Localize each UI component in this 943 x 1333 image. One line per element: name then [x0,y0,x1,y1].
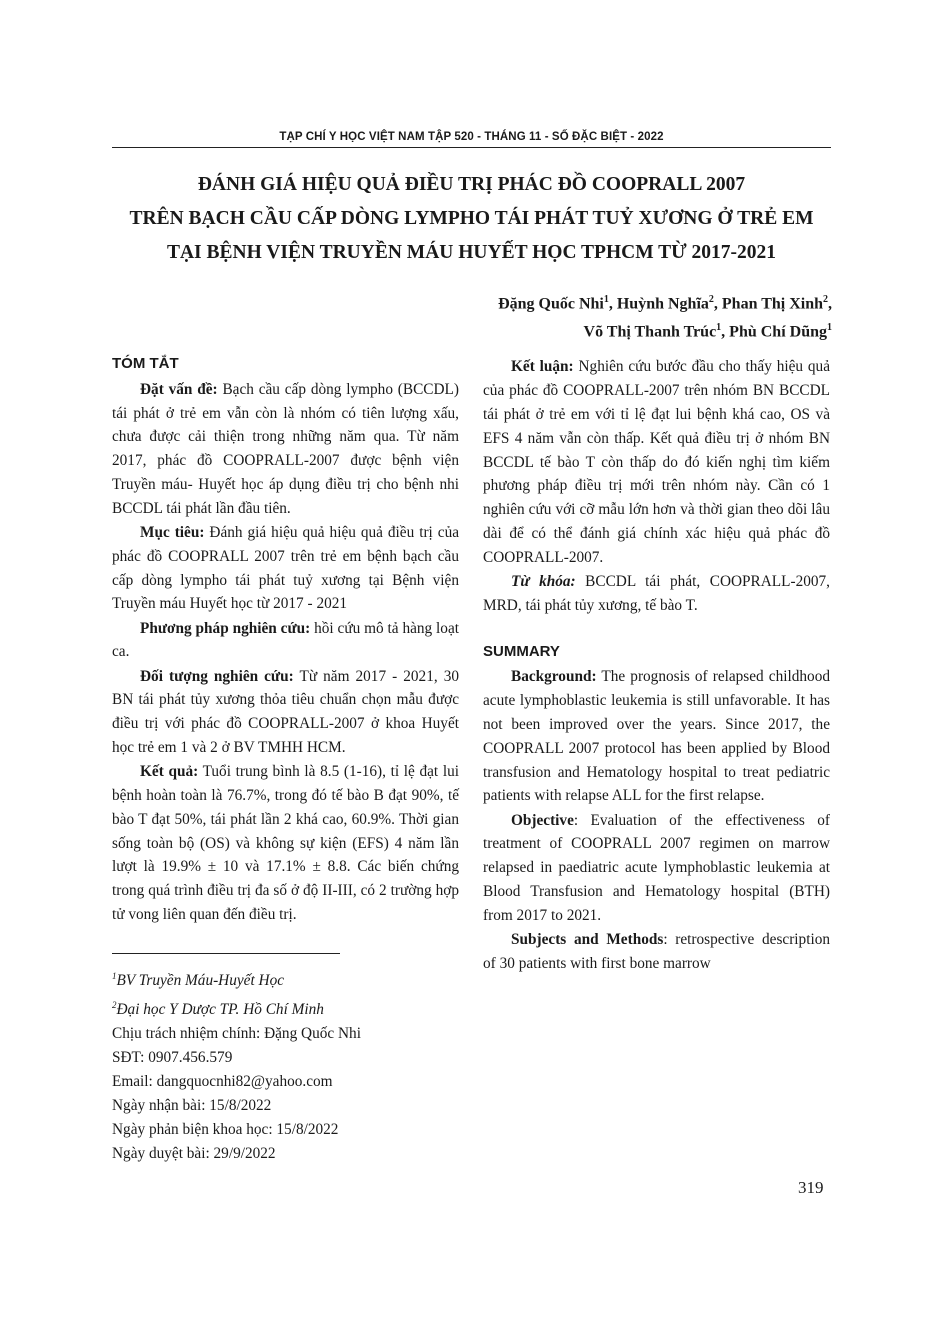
affiliation-mark: 1 [827,322,832,334]
abstract-paragraph [112,665,459,760]
paragraph-text: Bạch cầu cấp dòng lympho (BCCDL) tái phát ở trẻ em vẫn còn là nhóm có tiên lượng xấu, chưa được cải thiện trong những năm qua. Từ năm 2017, phác đồ COOPRALL-2007 được bệnh viện Truyền máu- Huyết học áp dụng điều trị cho bệnh nhi BCCDL tái phát lần đầu tiên. [112,380,459,517]
abstract-paragraph [483,355,830,569]
article-title [112,168,831,270]
affiliation-mark: 2 [823,294,828,305]
paragraph-text: BCCDL tái phát, COOPRALL-2007, MRD, tái phát tủy xương, tế bào T. [483,572,830,614]
author-list [498,288,832,345]
summary-paragraph [483,928,830,976]
paragraph-lead: Kết luận: [511,358,574,376]
title-line-3: TẠI BỆNH VIỆN TRUYỀN MÁU HUYẾT HỌC TPHCM TỪ 2017-2021 [166,242,777,263]
left-column [112,352,459,927]
author-line-1: Đặng Quốc Nhi$^1$, Huỳnh Nghĩa$^2$, Phan Thị Xinh$^2$, [498,294,832,313]
abstract-paragraph-results [112,760,459,927]
paragraph-text: Đánh giá hiệu quả hiệu quả điều trị của phác đồ COOPRALL 2007 trên trẻ em bệnh bạch cầu cấp dòng lympho tái phát tuỷ xương tại Bệnh viện Truyền máu Huyết học từ 2017 - 2021 [112,523,460,613]
header-rule [112,147,831,148]
affiliation-mark: 1 [112,971,117,981]
paragraph-text: : Evaluation of the effectiveness of treatment of COOPRALL 2007 regimen on marrow relapsed in paediatric acute lymphoblastic leukemia at Blood Transfusion and Hematology hospital (BTH) from 2017 to 2021. [483,811,830,924]
paragraph-lead: Kết quả: [140,763,199,781]
abstract-heading-en: SUMMARY [483,642,560,660]
footnote-affiliation-2 [112,993,459,1022]
footnote-text: Đại học Y Dược TP. Hồ Chí Minh [116,1001,324,1019]
author-name: Huỳnh Nghĩa [616,295,709,313]
affiliation-mark: 2 [112,1000,117,1011]
paragraph-lead: Đặt vấn đề: [140,380,218,398]
footnote-text: BV Truyền Máu-Huyết Học [116,972,285,990]
summary-paragraph [483,665,830,808]
author-name: Võ Thị Thanh Trúc [583,323,717,341]
paragraph-lead: Subjects and Methods [511,930,664,948]
footnote-affiliation-1 [112,964,459,993]
footnote-email: Email: dangquocnhi82@yahoo.com [112,1073,333,1091]
author-name: Phan Thị Xinh [721,295,823,313]
page-number: 319 [798,1178,824,1197]
keywords-paragraph [483,570,830,618]
footnote-corresponding: Chịu trách nhiệm chính: Đặng Quốc Nhi [112,1025,361,1043]
footnote-reviewed: Ngày phản biện khoa học: 15/8/2022 [112,1121,339,1139]
title-line-1: ĐÁNH GIÁ HIỆU QUẢ ĐIỀU TRỊ PHÁC ĐỒ COOPRALL 2007 [197,174,746,195]
paragraph-lead: Từ khóa: [511,572,576,590]
paragraph-text: Tuổi trung bình là 8.5 (1-16), tỉ lệ đạt lui bệnh hoàn toàn là 76.7%, trong đó tế bào B đạt 90%, tế bào T đạt 50%, tái phát lần 2 khá cao, 60.9%. Thời gian sống toàn bộ (OS) và không sự kiện (EFS) 4 năm lần lượt là 19.9% ± 10 và 17.1% ± 8.8. Các biến chứng trong quá trình điều trị đa số ở độ II-III, có 2 trường hợp tử vong liên quan đến điều trị. [112,763,459,923]
right-column [483,355,830,975]
footnote-rule [112,953,340,954]
paragraph-lead: Background: [511,668,597,686]
abstract-heading-vi: TÓM TẮT [112,355,179,372]
footnotes [112,964,459,1166]
running-head: TẠP CHÍ Y HỌC VIỆT NAM TẬP 520 - THÁNG 11 - SỐ ĐẶC BIỆT - 2022 [279,131,664,143]
summary-paragraph [483,809,830,928]
paragraph-text: hồi cứu mô tả hàng loạt ca. [112,619,459,661]
affiliation-mark: 1 [603,294,609,305]
abstract-paragraph [112,617,459,665]
author-name: Phù Chí Dũng [729,323,827,341]
affiliation-mark: 2 [708,294,714,305]
affiliation-mark: 1 [716,322,722,334]
paragraph-text: The prognosis of relapsed childhood acute lymphoblastic leukemia is still unfavorable. It has not been improved over the years. Since 2017, the COOPRALL 2007 protocol has been applied by Blood transfusion and Hematology hospital to treat pediatric patients with relapse ALL for the first relapse. [483,668,830,805]
paragraph-text: : retrospective description of 30 patients with first bone marrow [483,930,830,972]
footnote-received: Ngày nhận bài: 15/8/2022 [112,1097,272,1115]
paragraph-lead: Phương pháp nghiên cứu: [140,619,311,637]
paragraph-lead: Objective [511,811,574,829]
footnote-phone: SĐT: 0907.456.579 [112,1049,233,1067]
author-line-2: Võ Thị Thanh Trúc$^1$, Phù Chí Dũng$^1$ [583,322,832,341]
paragraph-text: Từ năm 2017 - 2021, 30 BN tái phát tủy xương thỏa tiêu chuẩn chọn mẫu được điều trị với phác đồ COOPRALL-2007 ở khoa Huyết học trẻ em 1 và 2 ở BV TMHH HCM. [112,667,459,756]
footnote-accepted: Ngày duyệt bài: 29/9/2022 [112,1145,276,1163]
paragraph-lead: Đối tượng nghiên cứu: [140,667,294,685]
paragraph-lead: Mục tiêu: [140,523,205,541]
title-line-2: TRÊN BẠCH CẦU CẤP DÒNG LYMPHO TÁI PHÁT TUỶ XƯƠNG Ở TRẺ EM [129,208,814,229]
paragraph-text: Nghiên cứu bước đầu cho thấy hiệu quả của phác đồ COOPRALL-2007 trên nhóm BN BCCDL tái phát ở trẻ em với tỉ lệ đạt lui bệnh khá cao, OS và EFS 4 năm vẫn còn thấp. Kết quả điều trị ở nhóm BN BCCDL tế bào T còn thấp do đó kiến nghị tìm kiếm phương pháp điều trị mới trên nhóm này. Cần có 1 nghiên cứu với cỡ mẫu lớn hơn và thời gian theo dõi lâu dài để có thể đánh giá chính xác hiệu quả phác đồ COOPRALL-2007. [483,358,830,566]
abstract-paragraph [112,521,459,616]
author-name: Đặng Quốc Nhi [498,295,604,313]
abstract-paragraph [112,378,459,521]
